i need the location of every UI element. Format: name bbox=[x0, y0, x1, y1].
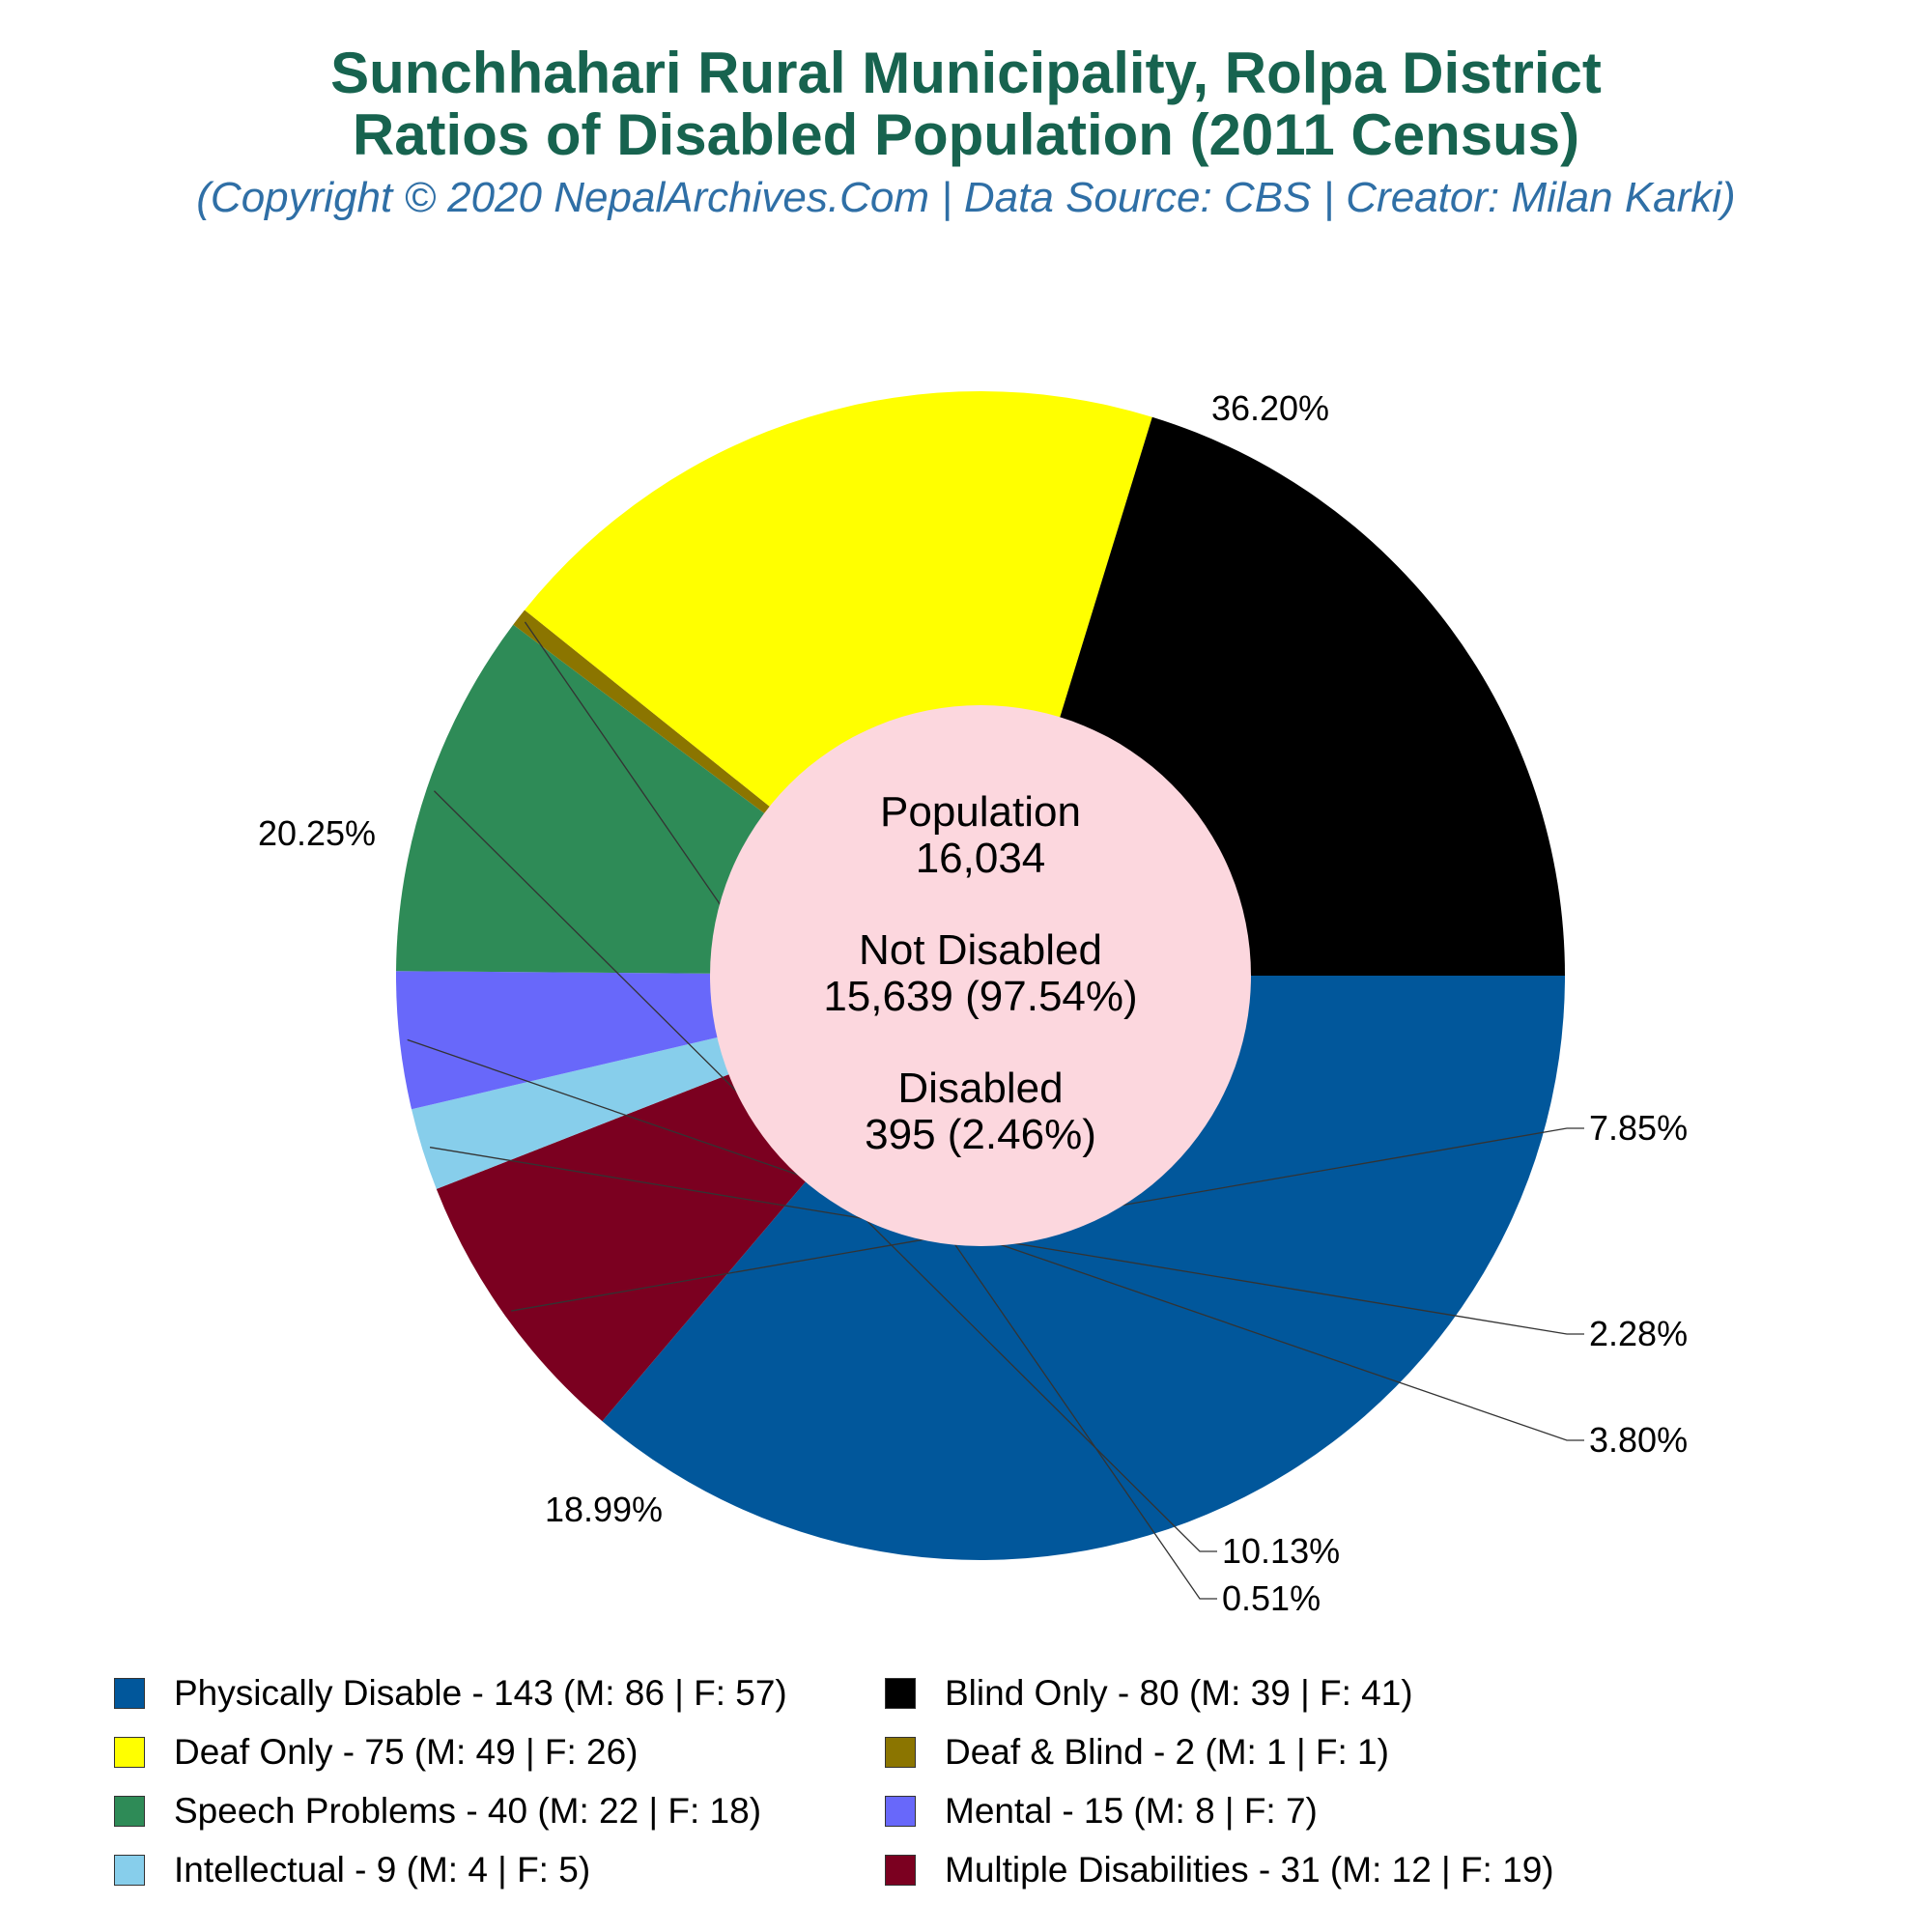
legend-swatch bbox=[114, 1796, 145, 1827]
legend-swatch bbox=[114, 1737, 145, 1768]
slice-label-mental: 3.80% bbox=[1589, 1420, 1689, 1460]
slice-label-multiple-disabilities: 7.85% bbox=[1589, 1108, 1689, 1148]
legend-swatch bbox=[114, 1678, 145, 1709]
slice-label-intellectual: 2.28% bbox=[1589, 1314, 1689, 1353]
legend-label: Intellectual - 9 (M: 4 | F: 5) bbox=[174, 1850, 591, 1889]
legend-item-intellectual bbox=[114, 1846, 590, 1894]
slice-label-deaf-only: 18.99% bbox=[544, 1490, 664, 1529]
population-label: Population bbox=[880, 788, 1081, 836]
legend-item-deaf-and-blind bbox=[885, 1728, 1389, 1776]
legend-item-deaf-only bbox=[114, 1728, 639, 1776]
legend-item-speech-problems bbox=[114, 1787, 761, 1835]
chart-title-line1: Sunchhahari Rural Municipality, Rolpa District bbox=[330, 41, 1602, 105]
legend-label: Speech Problems - 40 (M: 22 | F: 18) bbox=[174, 1791, 762, 1831]
legend-swatch bbox=[885, 1855, 916, 1886]
legend-swatch bbox=[114, 1855, 145, 1886]
not-disabled-value: 15,639 (97.54%) bbox=[823, 973, 1138, 1020]
legend-item-physically-disable bbox=[114, 1669, 787, 1718]
legend-label: Mental - 15 (M: 8 | F: 7) bbox=[945, 1791, 1318, 1831]
legend-label: Blind Only - 80 (M: 39 | F: 41) bbox=[945, 1673, 1413, 1713]
disabled-value: 395 (2.46%) bbox=[865, 1111, 1096, 1158]
slice-label-blind-only: 20.25% bbox=[257, 813, 377, 853]
chart-subtitle: (Copyright © 2020 NepalArchives.Com | Data Source: CBS | Creator: Milan Karki) bbox=[196, 174, 1736, 221]
legend-swatch bbox=[885, 1678, 916, 1709]
legend-item-mental bbox=[885, 1787, 1318, 1835]
disabled-label: Disabled bbox=[897, 1065, 1064, 1112]
legend-label: Physically Disable - 143 (M: 86 | F: 57) bbox=[174, 1673, 787, 1713]
not-disabled-label: Not Disabled bbox=[859, 926, 1102, 974]
slice-label-speech-problems: 10.13% bbox=[1222, 1531, 1341, 1571]
legend-swatch bbox=[885, 1796, 916, 1827]
legend-item-blind-only bbox=[885, 1669, 1413, 1718]
legend-label: Multiple Disabilities - 31 (M: 12 | F: 19) bbox=[945, 1850, 1554, 1889]
slice-label-physically-disable: 36.20% bbox=[1210, 388, 1330, 428]
legend-label: Deaf Only - 75 (M: 49 | F: 26) bbox=[174, 1732, 639, 1772]
population-value: 16,034 bbox=[915, 835, 1046, 882]
legend-item-multiple-disabilities bbox=[885, 1846, 1554, 1894]
legend-swatch bbox=[885, 1737, 916, 1768]
slice-label-deaf-and-blind: 0.51% bbox=[1222, 1578, 1321, 1618]
legend-label: Deaf & Blind - 2 (M: 1 | F: 1) bbox=[945, 1732, 1389, 1772]
chart-title-line2: Ratios of Disabled Population (2011 Census) bbox=[352, 102, 1580, 167]
